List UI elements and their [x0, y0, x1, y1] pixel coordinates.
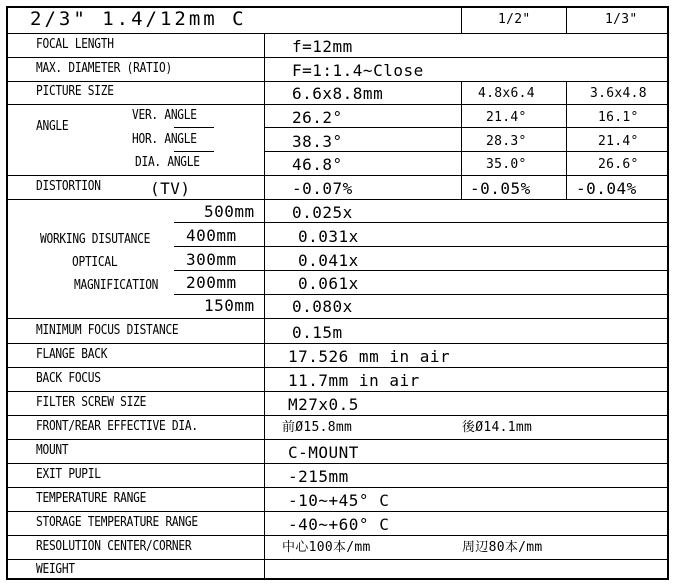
- dia-angle-value: 46.8°: [292, 155, 343, 174]
- ver-angle-label: VER. ANGLE: [132, 108, 197, 123]
- angle-sub-sep: [264, 151, 669, 152]
- focal-length-value: f=12mm: [292, 37, 353, 56]
- back-focus-label: BACK FOCUS: [36, 371, 101, 386]
- rear-effective-dia: 後Ø14.1mm: [462, 420, 533, 435]
- mag-underline: [174, 246, 669, 247]
- hor-angle-label: HOR. ANGLE: [132, 132, 197, 147]
- flange-back-value: 17.526 mm in air: [288, 347, 451, 366]
- exit-pupil-label: EXIT PUPIL: [36, 467, 101, 482]
- optical-label: OPTICAL: [72, 255, 118, 270]
- border-left: [6, 6, 8, 580]
- flange-back-label: FLANGE BACK: [36, 347, 108, 362]
- distortion-value: -0.07%: [292, 179, 353, 198]
- border-bottom: [6, 578, 669, 580]
- mount-label: MOUNT: [36, 443, 69, 458]
- angle-label-underline: [174, 127, 214, 128]
- magnification-label: MAGNIFICATION: [74, 278, 159, 293]
- row-sep: [6, 367, 669, 368]
- exit-pupil-value: -215mm: [288, 467, 349, 486]
- hor-angle-value: 38.3°: [292, 132, 343, 151]
- mag-distance-200: 200mm: [186, 273, 237, 292]
- hor-angle-third: 21.4°: [598, 134, 639, 149]
- picture-size-third: 3.6x4.8: [590, 86, 647, 101]
- row-sep: [6, 487, 669, 488]
- row-sep: [6, 57, 669, 58]
- row-sep: [6, 391, 669, 392]
- resolution-center: 中心100本/mm: [282, 540, 371, 555]
- angle-label: ANGLE: [36, 119, 69, 134]
- picture-size-half: 4.8x6.4: [478, 86, 535, 101]
- mag-value-200: 0.061x: [298, 274, 359, 293]
- hor-angle-half: 28.3°: [486, 134, 527, 149]
- row-sep: [6, 439, 669, 440]
- mag-value-400: 0.031x: [298, 227, 359, 246]
- picture-size-value: 6.6x8.8mm: [292, 84, 384, 103]
- divider-col2-body: [461, 81, 462, 199]
- effective-dia-label: FRONT/REAR EFFECTIVE DIA.: [36, 419, 198, 434]
- resolution-label: RESOLUTION CENTER/CORNER: [36, 539, 192, 554]
- header-format-half: 1/2": [498, 12, 531, 27]
- min-focus-value: 0.15m: [292, 323, 343, 342]
- divider-col3-body: [566, 81, 567, 199]
- working-distance-label: WORKING DISUTANCE: [40, 232, 151, 247]
- distortion-label: DISTORTION: [36, 179, 101, 194]
- picture-size-label: PICTURE SIZE: [36, 84, 114, 99]
- mag-underline: [174, 222, 669, 223]
- mag-value-300: 0.041x: [298, 251, 359, 270]
- divider-col2: [461, 6, 462, 33]
- mag-distance-300: 300mm: [186, 250, 237, 269]
- border-right: [667, 6, 669, 580]
- mag-underline: [174, 270, 669, 271]
- mount-value: C-MOUNT: [288, 443, 359, 462]
- divider-col3: [566, 6, 567, 33]
- front-effective-dia: 前Ø15.8mm: [282, 420, 353, 435]
- dia-angle-third: 26.6°: [598, 157, 639, 172]
- mag-underline: [174, 294, 669, 295]
- row-sep: [6, 33, 669, 34]
- header-format-third: 1/3": [605, 12, 638, 27]
- row-sep: [6, 199, 669, 200]
- ver-angle-half: 21.4°: [486, 110, 527, 125]
- angle-sub-sep: [264, 127, 669, 128]
- row-sep: [6, 511, 669, 512]
- back-focus-value: 11.7mm in air: [288, 371, 420, 390]
- row-sep: [6, 318, 669, 319]
- distortion-third: -0.04%: [576, 179, 637, 198]
- angle-label-underline: [174, 151, 214, 152]
- lens-title: 2/3" 1.4/12mm C: [30, 8, 247, 30]
- filter-label: FILTER SCREW SIZE: [36, 395, 147, 410]
- temperature-value: -10~+45° C: [288, 491, 390, 510]
- mag-value-150: 0.080x: [292, 297, 353, 316]
- storage-temp-label: STORAGE TEMPERATURE RANGE: [36, 515, 198, 530]
- ver-angle-value: 26.2°: [292, 108, 343, 127]
- weight-label: WEIGHT: [36, 562, 75, 577]
- row-sep: [6, 81, 669, 82]
- row-sep: [6, 559, 669, 560]
- divider-label-value: [264, 33, 265, 579]
- mag-distance-400: 400mm: [186, 226, 237, 245]
- storage-temp-value: -40~+60° C: [288, 515, 390, 534]
- row-sep: [6, 175, 669, 176]
- mag-distance-500: 500mm: [204, 202, 255, 221]
- min-focus-label: MINIMUM FOCUS DISTANCE: [36, 323, 179, 338]
- row-sep: [6, 104, 669, 105]
- dia-angle-label: DIA. ANGLE: [135, 155, 200, 170]
- mag-value-500: 0.025x: [292, 203, 353, 222]
- row-sep: [6, 463, 669, 464]
- mag-distance-150: 150mm: [204, 296, 255, 315]
- temperature-label: TEMPERATURE RANGE: [36, 491, 147, 506]
- ver-angle-third: 16.1°: [598, 110, 639, 125]
- max-diameter-value: F=1:1.4~Close: [292, 61, 424, 80]
- max-diameter-label: MAX. DIAMETER (RATIO): [36, 61, 172, 76]
- row-sep: [6, 535, 669, 536]
- resolution-corner: 周辺80本/mm: [462, 540, 543, 555]
- filter-value: M27x0.5: [288, 395, 359, 414]
- row-sep: [6, 415, 669, 416]
- distortion-half: -0.05%: [470, 179, 531, 198]
- row-sep: [6, 343, 669, 344]
- dia-angle-half: 35.0°: [486, 157, 527, 172]
- distortion-type: (TV): [150, 179, 191, 198]
- focal-length-label: FOCAL LENGTH: [36, 37, 114, 52]
